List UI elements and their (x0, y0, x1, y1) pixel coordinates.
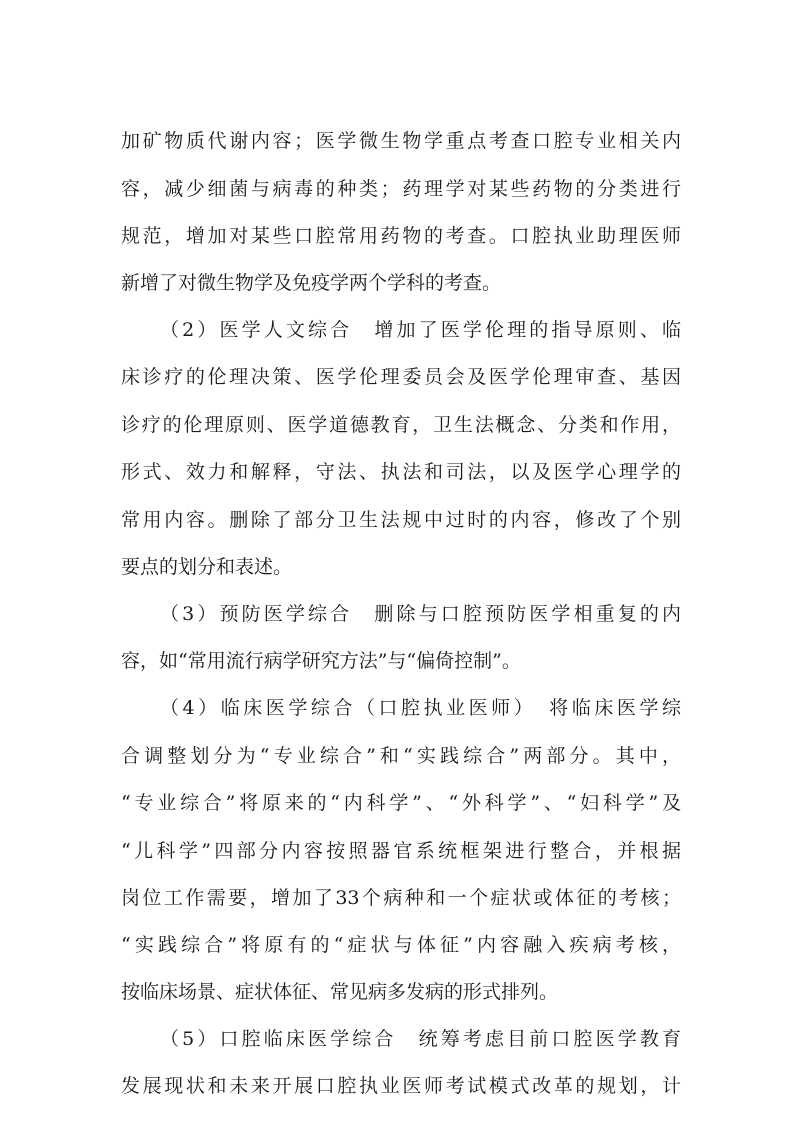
paragraph-heading-line: （3）预防医学综合 删除与口腔预防医学相重复的内 (160, 603, 681, 625)
paragraph-heading-line: （5）口腔临床医学综合 统筹考虑目前口腔医学教育 (160, 1028, 681, 1050)
text-line: “儿科学”四部分内容按照器官系统框架进行整合，并根据 (121, 840, 681, 862)
text-line: 发展现状和未来开展口腔执业医师考试模式改革的规划，计 (121, 1075, 681, 1097)
text-line: 形式、效力和解释，守法、执法和司法，以及医学心理学的 (121, 461, 681, 483)
text-line: “实践综合”将原有的“症状与体征”内容融入疾病考核， (121, 934, 681, 956)
text-line: 合调整划分为“专业综合”和“实践综合”两部分。其中， (121, 745, 681, 767)
paragraph-heading-line: （4）临床医学综合（口腔执业医师） 将临床医学综 (160, 697, 681, 719)
text-line: “专业综合”将原来的“内科学”、“外科学”、“妇科学”及 (121, 792, 681, 814)
text-line: 要点的划分和表述。 (121, 556, 293, 578)
text-line: 容，减少细菌与病毒的种类；药理学对某些药物的分类进行 (121, 178, 681, 200)
text-line: 新增了对微生物学及免疫学两个学科的考查。 (121, 272, 502, 294)
text-line: 容，如“常用流行病学研究方法”与“偏倚控制”。 (121, 650, 521, 672)
text-line: 按临床场景、症状体征、常见病多发病的形式排列。 (121, 981, 559, 1003)
text-line: 常用内容。删除了部分卫生法规中过时的内容，修改了个别 (121, 509, 681, 531)
text-line: 诊疗的伦理原则、医学道德教育，卫生法概念、分类和作用， (121, 414, 681, 436)
paragraph-heading-line: （2）医学人文综合 增加了医学伦理的指导原则、临 (160, 319, 681, 341)
text-line: 规范，增加对某些口腔常用药物的考查。口腔执业助理医师 (121, 225, 681, 247)
text-line: 岗位工作需要，增加了33个病种和一个症状或体征的考核； (121, 887, 681, 909)
text-line: 加矿物质代谢内容；医学微生物学重点考查口腔专业相关内 (121, 130, 681, 152)
text-line: 床诊疗的伦理决策、医学伦理委员会及医学伦理审查、基因 (121, 366, 681, 388)
